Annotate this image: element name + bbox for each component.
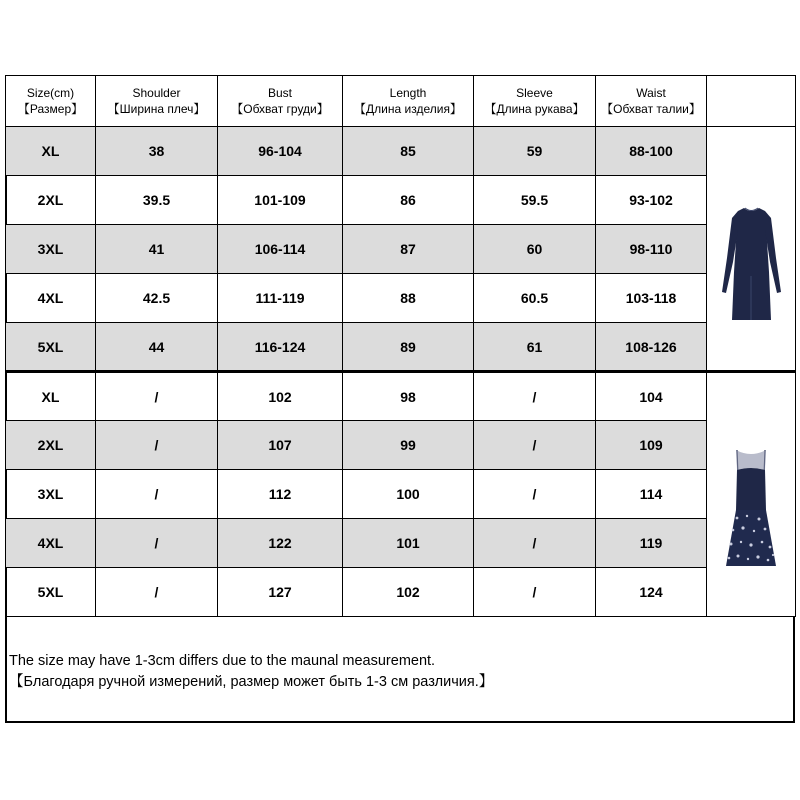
cell-length: 100 [343,470,474,519]
cell-sleeve: / [474,421,596,470]
cell-size: 4XL [6,519,96,568]
cell-size: 3XL [6,470,96,519]
cell-sleeve: 60 [474,225,596,274]
long-sleeve-dress-image [707,172,796,322]
cell-bust: 116-124 [218,323,343,372]
floral-slip-dress-image [707,418,796,568]
cell-bust: 111-119 [218,274,343,323]
cell-length: 87 [343,225,474,274]
note-english: The size may have 1-3cm differs due to the maunal measurement. [9,653,436,669]
cell-bust: 107 [218,421,343,470]
size-table [5,75,796,617]
table-row [6,568,796,617]
cell-sleeve: / [474,470,596,519]
cell-size: 5XL [6,568,96,617]
header-bust: Bust 【Обхват груди】 [218,76,343,127]
cell-waist: 108-126 [596,323,707,372]
cell-shoulder: 41 [96,225,218,274]
cell-length: 101 [343,519,474,568]
cell-size: 3XL [6,225,96,274]
cell-shoulder: / [96,568,218,617]
cell-waist: 103-118 [596,274,707,323]
slip-dress-image-cell [707,372,796,617]
cell-length: 85 [343,127,474,176]
cell-sleeve: / [474,372,596,421]
cell-bust: 112 [218,470,343,519]
table-row [6,225,796,274]
cell-bust: 102 [218,372,343,421]
table-row [6,274,796,323]
note-russian: 【Благодаря ручной измерений, размер может быть 1-3 см различия.】 [9,674,494,690]
cell-waist: 109 [596,421,707,470]
cell-bust: 96-104 [218,127,343,176]
measurement-note [9,651,493,693]
cell-sleeve: 59.5 [474,176,596,225]
cell-size: 5XL [6,323,96,372]
cell-waist: 88-100 [596,127,707,176]
cell-size: XL [6,127,96,176]
header-size: Size(cm) 【Размер】 [6,76,96,127]
cell-size: 2XL [6,176,96,225]
cell-waist: 93-102 [596,176,707,225]
header-length: Length 【Длина изделия】 [343,76,474,127]
table-row [6,372,796,421]
table-row [6,176,796,225]
cell-sleeve: 60.5 [474,274,596,323]
cell-size: 4XL [6,274,96,323]
cell-shoulder: / [96,519,218,568]
cell-size: 2XL [6,421,96,470]
cell-length: 102 [343,568,474,617]
dress-image-cell [707,127,796,372]
cell-waist: 114 [596,470,707,519]
cell-waist: 104 [596,372,707,421]
cell-waist: 124 [596,568,707,617]
header-shoulder: Shoulder 【Ширина плеч】 [96,76,218,127]
cell-shoulder: 39.5 [96,176,218,225]
cell-waist: 119 [596,519,707,568]
cell-sleeve: / [474,519,596,568]
header-row [6,76,796,127]
cell-bust: 122 [218,519,343,568]
cell-bust: 106-114 [218,225,343,274]
cell-length: 98 [343,372,474,421]
cell-bust: 101-109 [218,176,343,225]
cell-shoulder: / [96,470,218,519]
cell-length: 88 [343,274,474,323]
cell-length: 89 [343,323,474,372]
cell-size: XL [6,372,96,421]
cell-shoulder: 38 [96,127,218,176]
cell-length: 99 [343,421,474,470]
cell-length: 86 [343,176,474,225]
cell-bust: 127 [218,568,343,617]
table-row [6,470,796,519]
header-waist: Waist 【Обхват талии】 [596,76,707,127]
header-sleeve: Sleeve 【Длина рукава】 [474,76,596,127]
table-row [6,323,796,372]
cell-sleeve: / [474,568,596,617]
cell-shoulder: 44 [96,323,218,372]
cell-shoulder: 42.5 [96,274,218,323]
table-row [6,421,796,470]
cell-waist: 98-110 [596,225,707,274]
cell-sleeve: 59 [474,127,596,176]
table-row [6,127,796,176]
cell-sleeve: 61 [474,323,596,372]
cell-shoulder: / [96,372,218,421]
table-row [6,519,796,568]
header-image-blank [707,76,796,127]
cell-shoulder: / [96,421,218,470]
